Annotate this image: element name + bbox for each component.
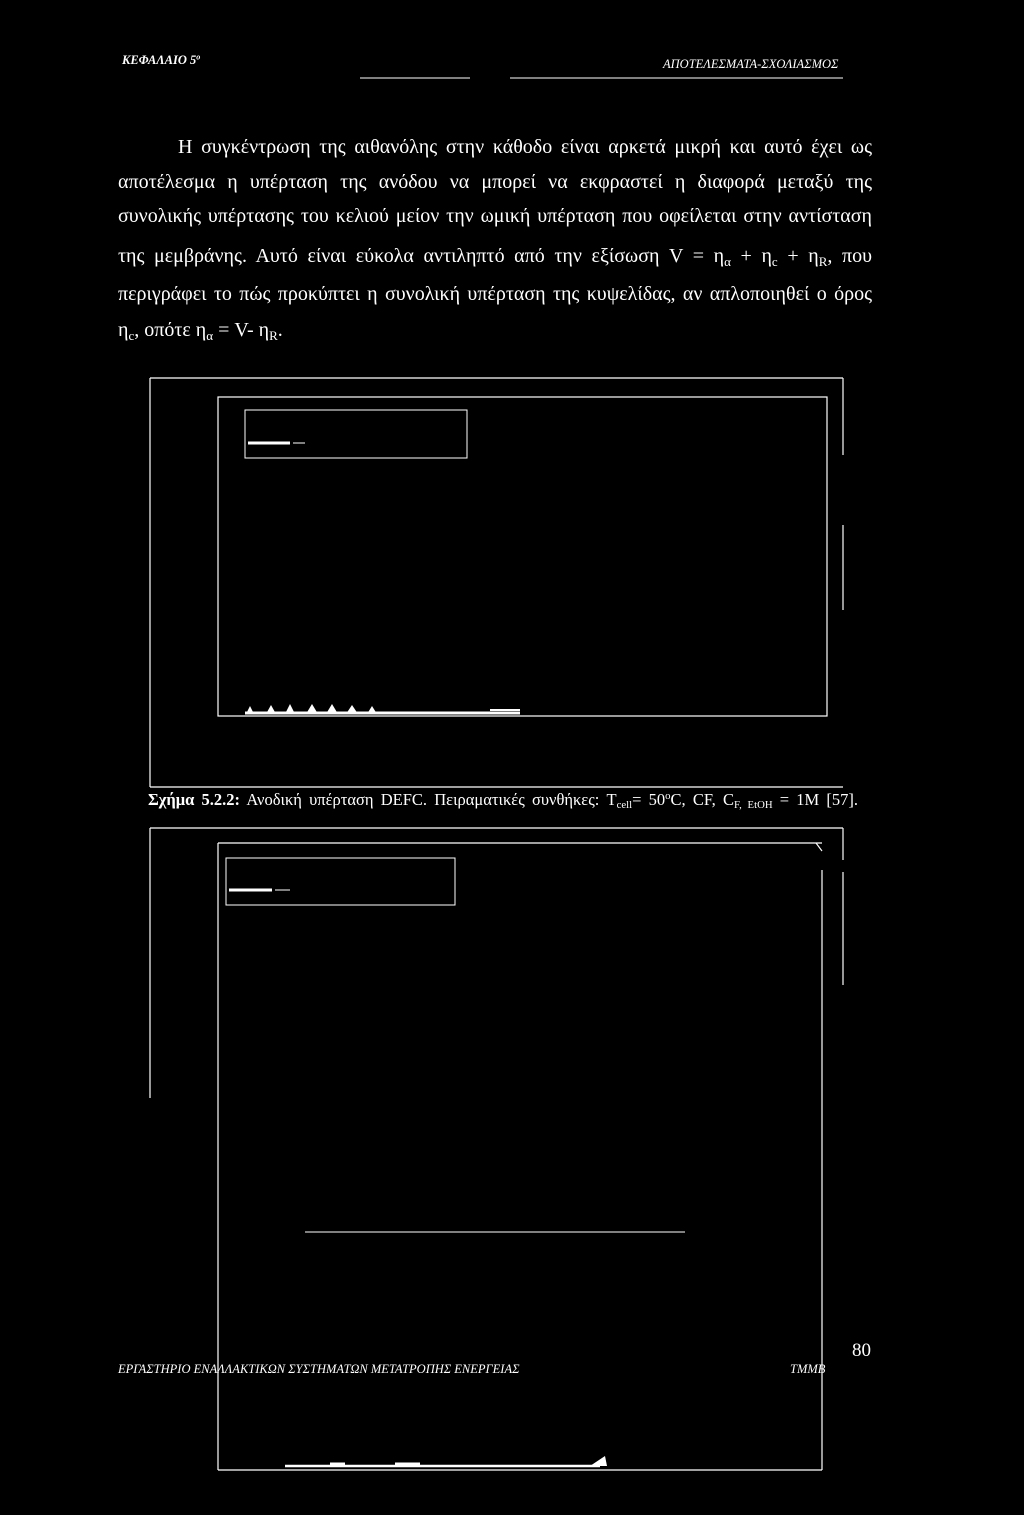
figure-1-data-series: [245, 704, 520, 714]
caption-text-b: = 50: [632, 790, 666, 809]
triangle-marker: [285, 704, 295, 714]
footer-department: ΤΜΜΒ: [790, 1362, 826, 1376]
paragraph-line-2: αποτέλεσμα η υπέρταση της ανόδου να μπορεί να εκφραστεί η διαφορά μεταξύ της: [118, 171, 872, 193]
line4-text-d: , που: [827, 245, 872, 267]
section-heading: ΑΠΟΤΕΛΕΣΜΑΤΑ-ΣΧΟΛΙΑΣΜΟΣ: [663, 57, 839, 71]
figure-2-legend-box: [226, 858, 455, 905]
subscript-r: R: [818, 253, 828, 269]
caption-subscript-etoh: F, EtOH: [734, 799, 773, 812]
data-markers: [246, 704, 377, 714]
paragraph-line-6: [118, 317, 872, 343]
figure-2-frame: [150, 828, 843, 1098]
figure-1: [150, 378, 843, 787]
caption-text-a: Ανοδική υπέρταση DEFC. Πειραματικές συνθήκες: T: [240, 790, 617, 809]
paragraph-line-1: Η συγκέντρωση της αιθανόλης στην κάθοδο είναι αρκετά μικρή και αυτό έχει ως: [178, 136, 872, 158]
page-number: 80: [852, 1340, 871, 1361]
line4-text-c: + η: [777, 245, 819, 267]
subscript-r: R: [269, 327, 278, 343]
subscript-c: c: [771, 253, 778, 269]
caption-subscript-cell: cell: [616, 799, 633, 812]
line6-text-a: η: [118, 319, 129, 341]
line6-text-b: , οπότε η: [134, 319, 207, 341]
caption-label: Σχήμα 5.2.2:: [148, 790, 241, 809]
caption-text-d: = 1M [57].: [772, 790, 858, 809]
triangle-marker: [266, 705, 276, 714]
line6-text-d: .: [277, 319, 283, 341]
line4-text-b: + η: [730, 245, 772, 267]
paragraph-line-4: [118, 243, 872, 269]
subscript-alpha: α: [206, 327, 214, 343]
paragraph-line-3: συνολικής υπέρτασης του κελιού μείον την ωμική υπέρταση που οφείλεται στην αντίσταση: [118, 205, 872, 227]
triangle-marker: [367, 706, 377, 714]
caption-text-c: C, CF, C: [670, 790, 735, 809]
footer-lab-name: ΕΡΓΑΣΤΗΡΙΟ ΕΝΑΛΛΑΚΤΙΚΩΝ ΣΥΣΤΗΜΑΤΩΝ ΜΕΤΑΤΡΟΠΗΣ ΕΝΕΡΓΕΙΑΣ: [118, 1362, 520, 1376]
caption-degree-superscript: o: [665, 790, 671, 803]
subscript-alpha: α: [724, 253, 731, 269]
chapter-label: ΚΕΦΑΛΑΙΟ 5: [122, 53, 197, 67]
chapter-heading: [122, 52, 200, 68]
figure-1-frame: [150, 378, 843, 787]
figure-1-caption: [148, 789, 858, 811]
figure-1-plot-area: [218, 397, 827, 716]
figure-2-data-series: [285, 1456, 607, 1466]
paragraph-line-5: περιγράφει το πώς προκύπτει η συνολική υπέρταση της κυψελίδας, αν απλοποιηθεί ο όρος: [118, 283, 872, 305]
triangle-marker: [306, 704, 318, 714]
triangle-marker: [326, 704, 338, 714]
data-end-marker: [590, 1456, 607, 1466]
figure-1-legend-box: [245, 410, 467, 458]
chapter-superscript: ο: [196, 52, 201, 62]
line6-text-c: = V- η: [213, 319, 270, 341]
triangle-marker: [246, 706, 254, 714]
subscript-c: c: [128, 327, 135, 343]
triangle-marker: [346, 705, 358, 714]
plot-corner-tick: [816, 843, 822, 851]
line4-text-a: της μεμβράνης. Αυτό είναι εύκολα αντιληπτό από την εξίσωση V = η: [118, 245, 725, 267]
